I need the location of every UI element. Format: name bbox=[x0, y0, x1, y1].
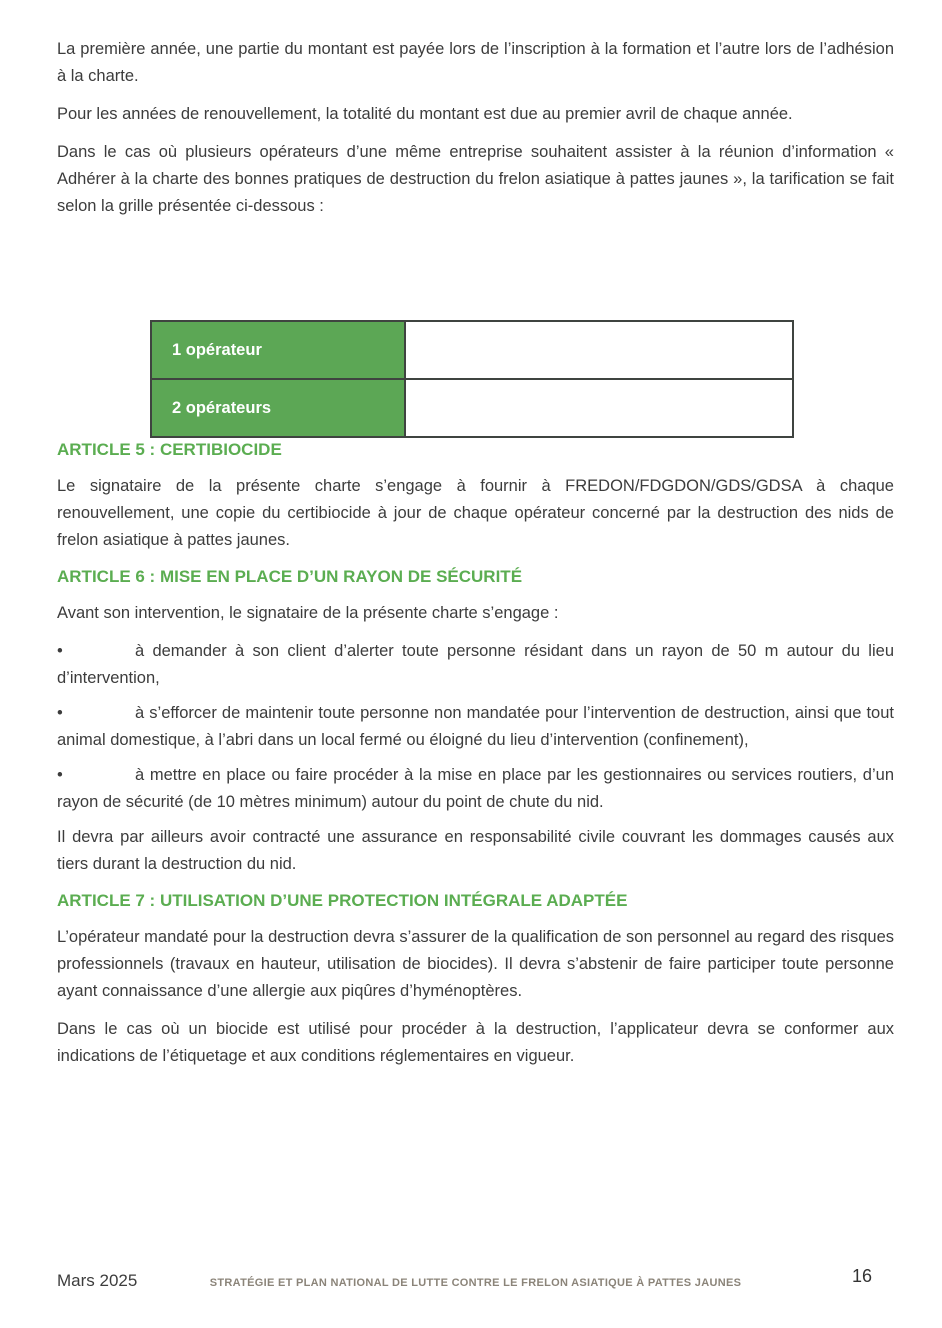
article-6-intro: Avant son intervention, le signataire de la présente charte s’engage : bbox=[57, 604, 559, 622]
page-footer bbox=[57, 1266, 894, 1291]
article-7-paragraph-1: L’opérateur mandaté pour la destruction devra s’assurer de la qualification de son personnel au regard des risques professionnels (travaux en hauteur, utilisation de biocides). Il devra s’abstenir de faire participer toute personne ayant connaissance d’une allergie aux piqûres d’hyménoptères. bbox=[57, 928, 894, 1000]
intro-paragraph-2: Pour les années de renouvellement, la totalité du montant est due au premier avril de chaque année. bbox=[57, 105, 793, 123]
article-7-heading: ARTICLE 7 : UTILISATION D’UNE PROTECTION INTÉGRALE ADAPTÉE bbox=[57, 891, 628, 910]
bullet-text: à mettre en place ou faire procéder à la mise en place par les gestionnaires ou services routiers, d’un rayon de sécurité (de 10 mètres minimum) autour du point de chute du nid. bbox=[57, 766, 894, 811]
intro-paragraph-3: Dans le cas où plusieurs opérateurs d’une même entreprise souhaitent assister à la réunion d’information « Adhérer à la charte des bonnes pratiques de destruction du frelon asiatique à pattes jaunes », la tarification se fait selon la grille présentée ci-dessous : bbox=[57, 143, 894, 215]
intro-paragraph-1: La première année, une partie du montant est payée lors de l’inscription à la formation et l’autre lors de l’adhésion à la charte. bbox=[57, 40, 894, 85]
page-number: 16 bbox=[851, 1266, 872, 1286]
article-6-bullet-3 bbox=[57, 762, 894, 816]
article-6-bullet-1 bbox=[57, 638, 894, 692]
article-6-heading: ARTICLE 6 : MISE EN PLACE D’UN RAYON DE SÉCURITÉ bbox=[57, 567, 523, 586]
table-row bbox=[151, 321, 793, 379]
bullet-icon: • bbox=[57, 766, 63, 784]
table-row-label: 2 opérateurs bbox=[151, 379, 405, 437]
table-row-value bbox=[405, 321, 793, 379]
article-5-paragraph: Le signataire de la présente charte s’engage à fournir à FREDON/FDGDON/GDS/GDSA à chaque renouvellement, une copie du certibiocide à jour de chaque opérateur concerné par la destruction des nids de frelon asiatique à pattes jaunes. bbox=[57, 477, 894, 549]
article-6-bullet-2 bbox=[57, 700, 894, 754]
bullet-text: à s’efforcer de maintenir toute personne non mandatée pour l’intervention de destruction, ainsi que tout animal domestique, à l’abri dans un local fermé ou éloigné du lieu d’intervention (confinement), bbox=[57, 704, 894, 749]
article-6-outro: Il devra par ailleurs avoir contracté une assurance en responsabilité civile couvrant les dommages causés aux tiers durant la destruction du nid. bbox=[57, 828, 894, 873]
table-row-label: 1 opérateur bbox=[151, 321, 405, 379]
footer-date: Mars 2025 bbox=[57, 1271, 138, 1290]
article-5-heading: ARTICLE 5 : CERTIBIOCIDE bbox=[57, 440, 282, 459]
table-row-value bbox=[405, 379, 793, 437]
bullet-icon: • bbox=[57, 642, 63, 660]
pricing-table bbox=[150, 320, 794, 438]
table-row bbox=[151, 379, 793, 437]
footer-running-title: STRATÉGIE ET PLAN NATIONAL DE LUTTE CONTRE LE FRELON ASIATIQUE À PATTES JAUNES bbox=[209, 1277, 742, 1289]
page-content bbox=[57, 0, 894, 1081]
article-7-paragraph-2: Dans le cas où un biocide est utilisé pour procéder à la destruction, l’applicateur devra se conformer aux indications de l’étiquetage et aux conditions réglementaires en vigueur. bbox=[57, 1020, 894, 1065]
bullet-text: à demander à son client d’alerter toute personne résidant dans un rayon de 50 m autour du lieu d’intervention, bbox=[57, 642, 894, 687]
bullet-icon: • bbox=[57, 704, 63, 722]
